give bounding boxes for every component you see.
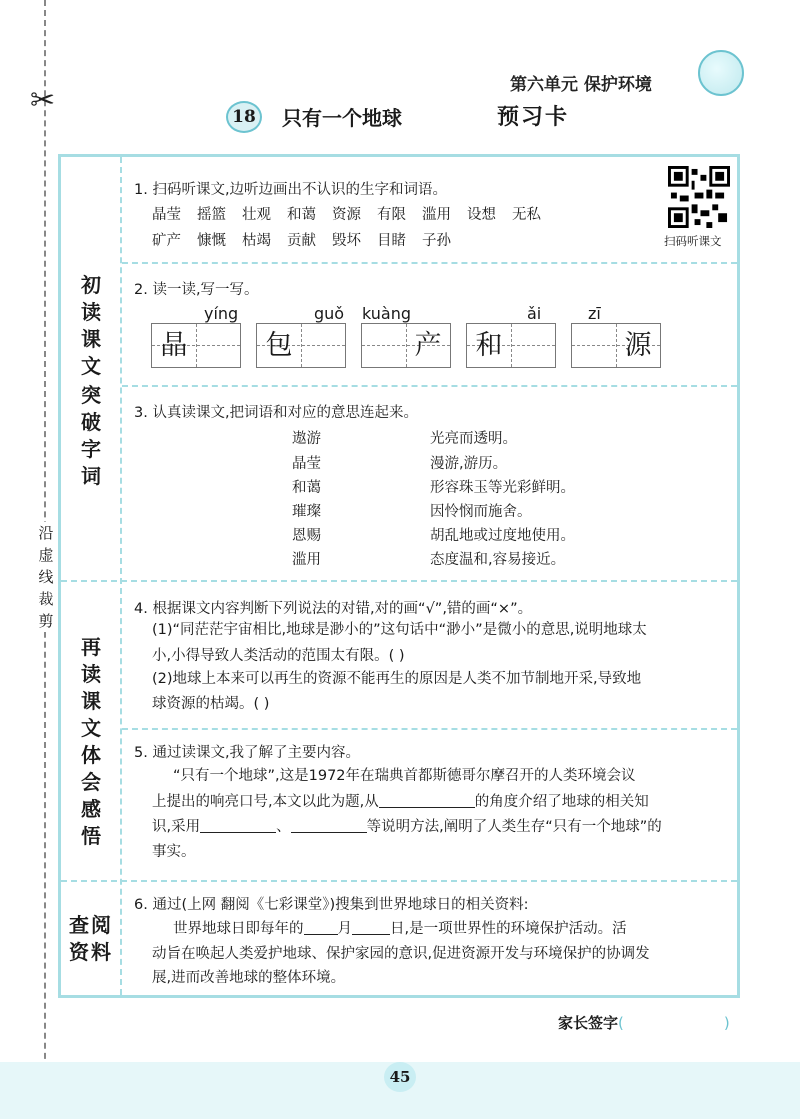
- answer-cell-3[interactable]: [362, 324, 406, 367]
- q6-prompt: 6. 通过(上网 翻阅《七彩课堂》)搜集到世界地球日的相关资料:: [134, 897, 529, 913]
- blank-method-1[interactable]: [200, 816, 276, 833]
- writing-box-3: [361, 323, 451, 368]
- scissors-icon: ✂: [30, 83, 56, 118]
- match-word-5[interactable]: 恩赐: [292, 528, 321, 544]
- q6-line-2: 动旨在唤起人类爱护地球、保护家园的意识,促进资源开发与环境保护的协调发: [152, 946, 650, 962]
- q5-line-4: 事实。: [152, 844, 196, 860]
- given-char-5: 源: [624, 330, 652, 361]
- q5-line-2: 上提出的响亮口号,本文以此为题,从 的角度介绍了地球的相关知: [152, 790, 649, 814]
- writing-box-4: [466, 323, 556, 368]
- q6-line-1: 世界地球日即每年的 月 日,是一项世界性的环境保护活动。活: [173, 917, 627, 941]
- q4-statement-2-line-1: (2)地球上本来可以再生的资源不能再生的原因是人类不加节制地开采,导致地: [152, 671, 642, 687]
- category-research: 查阅资料: [69, 913, 113, 964]
- answer-cell-4[interactable]: [511, 324, 555, 367]
- blank-perspective[interactable]: [379, 791, 475, 808]
- divider-q4-q5: [122, 728, 737, 730]
- q6-line-3: 展,进而改善地球的整体环境。: [152, 970, 346, 986]
- answer-cell-1[interactable]: [196, 324, 240, 367]
- section-divider-2: [61, 880, 737, 882]
- blank-month[interactable]: [304, 918, 338, 935]
- q4-statement-2-line-2[interactable]: 球资源的枯竭。( ): [152, 696, 270, 712]
- match-meaning-5[interactable]: 胡乱地或过度地使用。: [430, 528, 575, 544]
- writing-box-2: [256, 323, 346, 368]
- pinyin-1: yíng: [204, 304, 239, 323]
- card-title: 预习卡: [497, 105, 570, 130]
- q4-prompt: 4. 根据课文内容判断下列说法的对错,对的画“√”,错的画“×”。: [134, 601, 533, 617]
- q1-word-row-1: 晶莹 摇篮 壮观 和蔼 资源 有限 滥用 设想 无私: [152, 207, 541, 223]
- planet-icon: [698, 50, 744, 96]
- given-char-3: 产: [414, 330, 442, 361]
- given-char-2: 包: [265, 330, 293, 361]
- match-word-2[interactable]: 晶莹: [292, 456, 321, 472]
- category-experience: 体会感悟: [81, 743, 101, 848]
- match-meaning-3[interactable]: 形容珠玉等光彩鲜明。: [430, 480, 575, 496]
- section-divider-1: [61, 580, 737, 582]
- q5-prompt: 5. 通过读课文,我了解了主要内容。: [134, 745, 361, 761]
- writing-box-1: [151, 323, 241, 368]
- match-meaning-2[interactable]: 漫游,游历。: [430, 456, 508, 472]
- given-char-4: 和: [475, 330, 503, 361]
- q5-line-3: 识,采用 、 等说明方法,阐明了人类生存“只有一个地球”的: [152, 815, 662, 839]
- divider-q2-q3: [122, 385, 737, 387]
- category-first-read: 初读课文: [81, 273, 101, 378]
- given-char-1: 晶: [160, 330, 188, 361]
- pinyin-2: guǒ: [314, 304, 345, 323]
- lesson-number: 18: [226, 101, 262, 133]
- divider-q1-q2: [122, 262, 737, 264]
- match-meaning-4[interactable]: 因怜悯而施舍。: [430, 504, 532, 520]
- unit-title: 第六单元 保护环境: [510, 75, 652, 95]
- blank-method-2[interactable]: [291, 816, 367, 833]
- q3-prompt: 3. 认真读课文,把词语和对应的意思连起来。: [134, 405, 419, 421]
- cut-label: 沿虚线裁剪: [36, 522, 56, 632]
- match-meaning-1[interactable]: 光亮而透明。: [430, 431, 517, 447]
- answer-cell-2[interactable]: [301, 324, 345, 367]
- q2-prompt: 2. 读一读,写一写。: [134, 282, 259, 298]
- page-number: 45: [384, 1062, 416, 1092]
- qr-code-icon[interactable]: [668, 166, 730, 228]
- blank-day[interactable]: [352, 918, 390, 935]
- match-meaning-6[interactable]: 态度温和,容易接近。: [430, 552, 566, 568]
- parent-signature[interactable]: 家长签字( ): [558, 1014, 730, 1032]
- pinyin-3: kuàng: [362, 304, 412, 323]
- pinyin-5: zī: [588, 304, 601, 323]
- writing-box-5: [571, 323, 661, 368]
- pinyin-4: ǎi: [527, 304, 542, 323]
- category-reread: 再读课文: [81, 635, 101, 740]
- q5-line-1: “只有一个地球”,这是1972年在瑞典首都斯德哥尔摩召开的人类环境会议: [173, 768, 636, 784]
- match-word-4[interactable]: 璀璨: [292, 504, 321, 520]
- answer-cell-5[interactable]: [572, 324, 616, 367]
- lesson-title: 只有一个地球: [282, 106, 402, 130]
- category-breakthrough: 突破字词: [81, 383, 101, 488]
- category-divider: [120, 157, 122, 995]
- match-word-3[interactable]: 和蔼: [292, 480, 321, 496]
- q4-statement-1-line-2[interactable]: 小,小得导致人类活动的范围太有限。( ): [152, 648, 405, 664]
- q1-word-row-2: 矿产 慷慨 枯竭 贡献 毁坏 目睹 子孙: [152, 233, 451, 249]
- qr-label: 扫码听课文: [664, 234, 722, 248]
- match-word-1[interactable]: 遨游: [292, 431, 321, 447]
- q1-prompt: 1. 扫码听课文,边听边画出不认识的生字和词语。: [134, 182, 448, 198]
- q4-statement-1-line-1: (1)“同茫茫宇宙相比,地球是渺小的”这句话中“渺小”是微小的意思,说明地球太: [152, 622, 647, 638]
- match-word-6[interactable]: 滥用: [292, 552, 321, 568]
